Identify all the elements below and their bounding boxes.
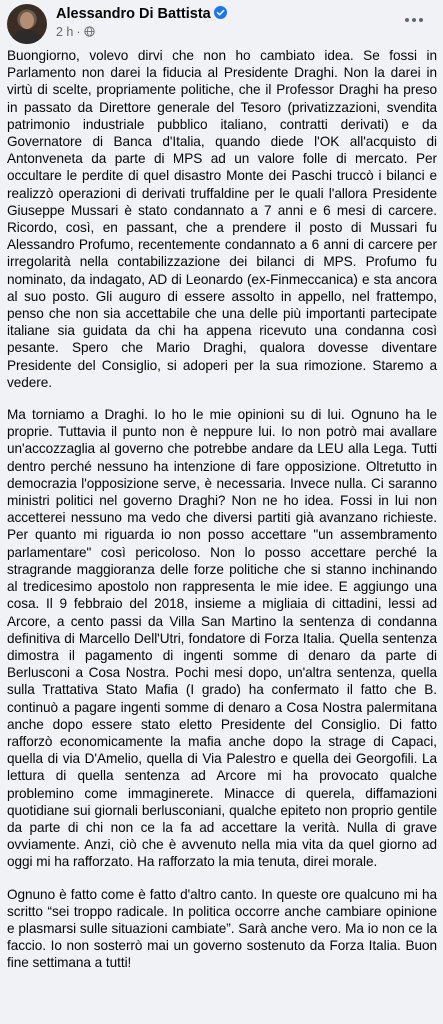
meta-separator: ·: [76, 25, 81, 39]
more-options-button[interactable]: [400, 10, 428, 30]
avatar-face: [20, 12, 34, 29]
post-meta: [56, 25, 95, 39]
verified-badge-icon: [214, 6, 227, 19]
avatar-shoulders: [12, 30, 42, 44]
post-paragraph-2: Ma torniamo a Draghi. Io ho le mie opinioni su di lui. Ognuno ha le proprie. Tuttavia il punto non è neppure lui. Io non potrò mai avallare un'accozzaglia al governo che potrebbe andare da LEU alla Lega. Tutti dentro perché nessuno ha intenzione di fare opposizione. Oltretutto in democrazia l'opposizione serve, è necessaria. Invece nulla. Ci saranno ministri politici nel governo Draghi? Non ne ho idea. Fossi in lui non accetterei nessuno ma vedo che diversi partiti già avanzano richieste. Per quanto mi riguarda io non posso accettare "un assembramento parlamentare" così pericoloso. Non lo posso accettare perché la stragrande maggioranza delle forze politiche che si stanno inchinando al tredicesimo apostolo non rappresenta le mie idee. E aggiungo una cosa. Il 9 febbraio del 2018, insieme a migliaia di cittadini, lessi ad Arcore, a cento passi da Villa San Martino la sentenza di condanna definitiva di Marcello Dell'Utri, fondatore di Forza Italia. Quella sentenza dimostra il pagamento di ingenti somme di denaro da parte di Berlusconi a Cosa Nostra. Pochi mesi dopo, un'altra sentenza, quella sulla Trattativa Stato Mafia (I grado) ha confermato il fatto che B. continuò a pagare ingenti somme di denaro a Cosa Nostra palermitana anche dopo essere stato eletto Presidente del Consiglio. Di fatto rafforzò economicamente la mafia anche dopo la strage di Capaci, quella di via D'Amelio, quella di Via Palestro e quella dei Georgofili. La lettura di quella sentenza ad Arcore mi ha provocato qualche problemino come immaginerete. Minacce di querela, diffamazioni quotidiane sui giornali berlusconiani, qualche epiteto non proprio gentile da parte di chi non ce la fa ad accettare la verità. Nulla di grave ovviamente. Anzi, ciò che è avvenuto nella mia vita da quel giorno ad oggi mi ha rafforzato. Ha rafforzato la mia tenuta, direi morale.: [7, 407, 437, 870]
globe-icon[interactable]: [84, 26, 95, 37]
post-header: [7, 4, 436, 46]
post-paragraph-3: Ognuno è fatto come è fatto d'altro canto. In queste ore qualcuno mi ha scritto “sei troppo radicale. In politica occorre anche cambiare opinione e plasmarsi sulle situazioni cambiate”. Sarà anche vero. Ma io non ce la faccio. Io non sosterrò mai un governo sostenuto da Forza Italia. Buon fine settimana a tutti!: [7, 886, 437, 971]
post-body: [7, 47, 437, 972]
author-name-link[interactable]: [56, 6, 227, 22]
author-name: Alessandro Di Battista: [56, 6, 211, 22]
author-avatar[interactable]: [7, 4, 47, 44]
post-paragraph-1: Buongiorno, volevo dirvi che non ho cambiato idea. Se fossi in Parlamento non darei la fiducia al Presidente Draghi. Non la darei in virtù di scelte, propriamente politiche, che il Professor Draghi ha preso in passato da Direttore generale del Tesoro (privatizzazioni, svendita patrimonio industriale pubblico italiano, contratti derivati) e da Governatore di Banca d'Italia, quando diede l'OK all'acquisto di Antonveneta da parte di MPS ad un valore folle di mercato. Per occultare le perdite di quel disastro Monte dei Paschi truccò i bilanci e realizzò operazioni di derivati truffaldine per le quali l'allora Presidente Giuseppe Mussari è stato condannato a 7 anni e 6 mesi di carcere. Ricordo, così, en passant, che a prendere il posto di Mussari fu Alessandro Profumo, recentemente condannato a 6 anni di carcere per irregolarità nella contabilizzazione dei bilanci di MPS. Profumo fu nominato, da indagato, AD di Leonardo (ex-Finmeccanica) e sta ancora al suo posto. Gli auguro di essere assolto in appello, nel frattempo, penso che non sia accettabile che una delle più importanti partecipate italiane sia guidata da chi ha appena ricevuto una condanna così pesante. Spero che Mario Draghi, qualora dovesse diventare Presidente del Consiglio, si adoperi per la sua rimozione. Staremo a vedere.: [7, 48, 437, 390]
post-timestamp[interactable]: 2 h: [56, 25, 74, 39]
more-options-icon: [405, 18, 423, 22]
